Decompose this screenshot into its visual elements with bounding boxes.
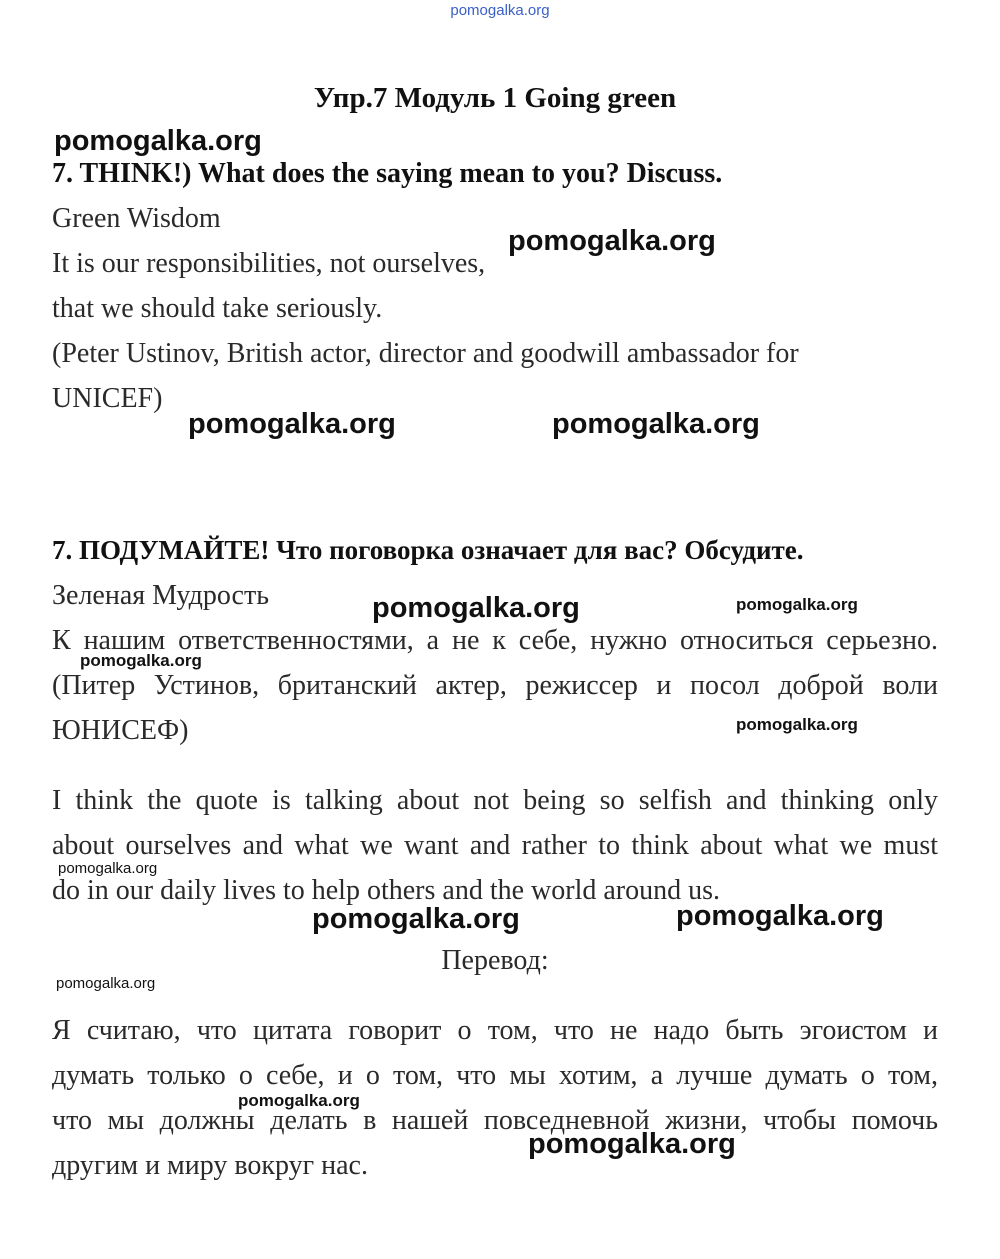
watermark: pomogalka.org bbox=[552, 408, 760, 440]
watermark: pomogalka.org bbox=[736, 595, 858, 614]
site-url-header[interactable]: pomogalka.org bbox=[450, 2, 550, 19]
russian-attribution-line-1: (Питер Устинов, британский актер, режиссер и посол доброй воли bbox=[52, 670, 938, 701]
watermark: pomogalka.org bbox=[508, 225, 716, 257]
watermark: pomogalka.org bbox=[58, 860, 158, 877]
watermark: pomogalka.org bbox=[80, 651, 202, 670]
answer-line-1: I think the quote is talking about not being so selfish and thinking only bbox=[52, 785, 938, 816]
english-attribution-line-2: UNICEF) bbox=[52, 383, 163, 414]
watermark: pomogalka.org bbox=[736, 715, 858, 734]
translation-line-2: думать только о себе, и о том, что мы хотим, а лучше думать о том, bbox=[52, 1060, 938, 1091]
watermark: pomogalka.org bbox=[676, 900, 884, 932]
watermark: pomogalka.org bbox=[54, 125, 262, 157]
page-title: Упр.7 Модуль 1 Going green bbox=[313, 82, 677, 114]
english-quote-line-1: It is our responsibilities, not ourselves, bbox=[52, 248, 486, 279]
russian-attribution-line-2: ЮНИСЕФ) bbox=[52, 715, 189, 746]
watermark: pomogalka.org bbox=[312, 903, 520, 935]
english-quote-line-2: that we should take seriously. bbox=[52, 293, 383, 324]
watermark: pomogalka.org bbox=[528, 1128, 736, 1160]
translation-line-4: другим и миру вокруг нас. bbox=[52, 1150, 368, 1181]
russian-quote-line: К нашим ответственностями, а не к себе, нужно относиться серьезно. bbox=[52, 625, 938, 656]
translation-line-1: Я считаю, что цитата говорит о том, что не надо быть эгоистом и bbox=[52, 1015, 938, 1046]
russian-quote-title: Зеленая Мудрость bbox=[52, 580, 269, 611]
watermark: pomogalka.org bbox=[56, 975, 156, 992]
english-attribution-line-1: (Peter Ustinov, British actor, director and goodwill ambassador for bbox=[52, 338, 799, 369]
english-quote-title: Green Wisdom bbox=[52, 203, 221, 234]
translation-line-3: что мы должны делать в нашей повседневной жизни, чтобы помочь bbox=[52, 1105, 938, 1136]
english-heading: 7. THINK!) What does the saying mean to you? Discuss. bbox=[52, 158, 723, 189]
answer-line-3: do in our daily lives to help others and the world around us. bbox=[52, 875, 720, 906]
answer-line-2: about ourselves and what we want and rather to think about what we must bbox=[52, 830, 938, 861]
translation-label: Перевод: bbox=[441, 945, 549, 976]
watermark: pomogalka.org bbox=[372, 592, 580, 624]
russian-heading: 7. ПОДУМАЙТЕ! Что поговорка означает для вас? Обсудите. bbox=[52, 535, 804, 565]
watermark: pomogalka.org bbox=[188, 408, 396, 440]
watermark: pomogalka.org bbox=[238, 1091, 360, 1110]
